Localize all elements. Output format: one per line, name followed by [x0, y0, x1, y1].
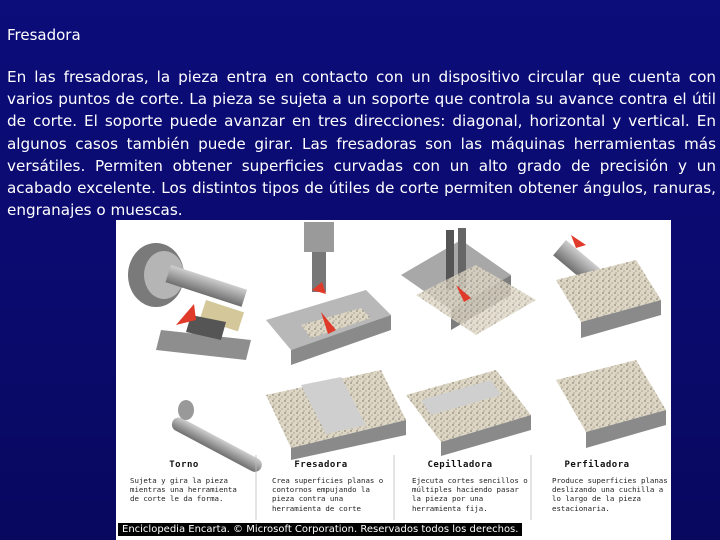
panel-desc-cepilladora: Ejecuta cortes sencillos o múltiples haciendo pasar la pieza por una herramienta fija. [412, 476, 528, 513]
panel-desc-torno: Sujeta y gira la pieza mientras una herramienta de corte le da forma. [130, 476, 237, 504]
milling-bottom-drawing [266, 370, 406, 460]
slide-body-text: En las fresadoras, la pieza entra en contacto con un dispositivo circular que cuenta con varios puntos de corte. La pieza se sujeta a un soporte que controla su avance contra el útil de corte. El soporte puede avanzar en tres direcciones: diagonal, horizontal y vertical. En algunos casos también puede girar. Las fresadoras son las máquinas herramientas más versátiles. Permiten obtener superficies curvadas con un alto grado de precisión y un acabado excelente. Los distintos tipos de útiles de corte permiten obtener ángulos, ranuras, engranajes o muescas. [7, 68, 716, 220]
planer-bottom-drawing [406, 370, 531, 456]
panel-desc-fresadora: Crea superficies planas o contornos empujando la pieza contra una herramienta de corte [272, 476, 384, 513]
panel-title-torno: Torno [169, 460, 199, 470]
panel-title-cepilladora: Cepilladora [427, 460, 493, 470]
planer-top-drawing [401, 228, 536, 335]
shaper-top-drawing [553, 235, 661, 338]
copyright-credit: Enciclopedia Encarta. © Microsoft Corporation. Reservados todos los derechos. [118, 523, 522, 536]
milling-top-drawing [266, 222, 391, 365]
slide-title: Fresadora [7, 26, 81, 44]
shaper-bottom-drawing [556, 360, 666, 448]
panel-title-fresadora: Fresadora [294, 460, 348, 470]
panel-desc-perfiladora: Produce superficies planas deslizando una cuchilla a lo largo de la pieza estacionaria. [552, 476, 668, 513]
panel-title-perfiladora: Perfiladora [564, 460, 630, 470]
lathe-top-drawing [128, 243, 251, 360]
machine-tools-illustration [116, 220, 671, 540]
